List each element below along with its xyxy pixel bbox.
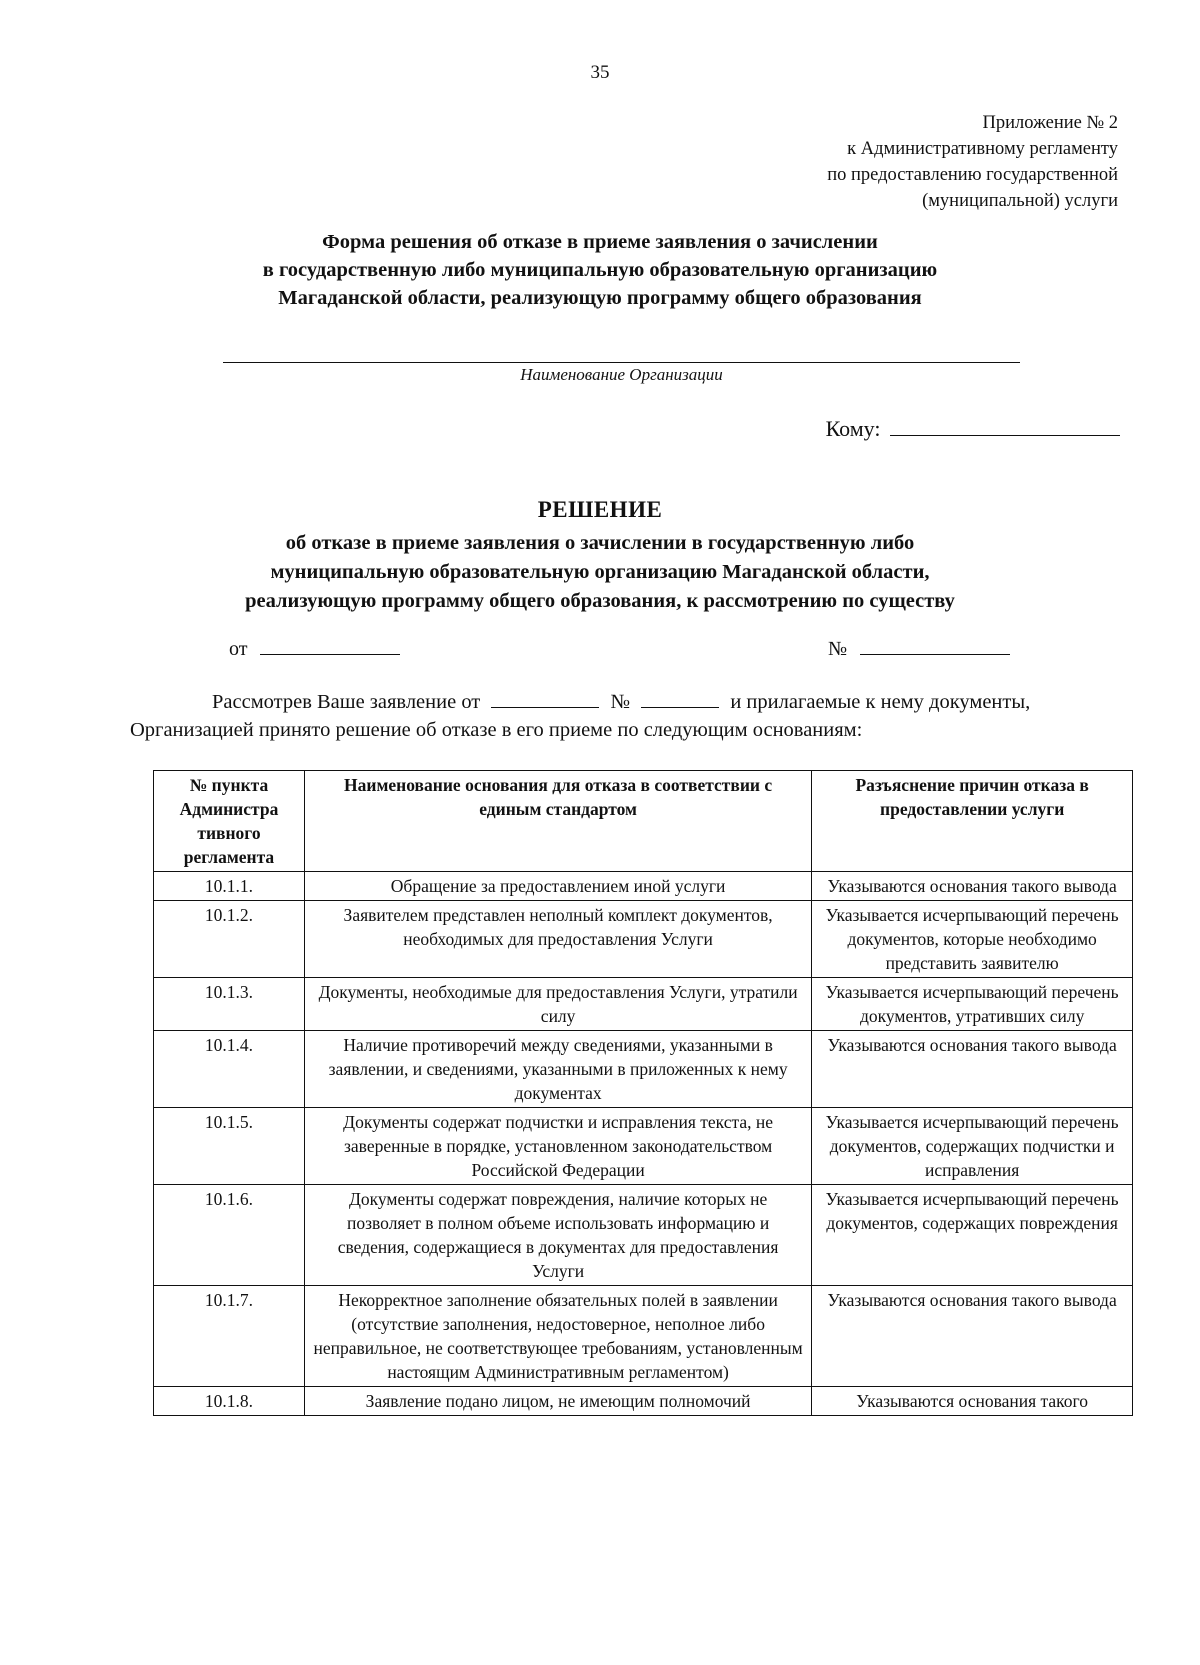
clause-number: 10.1.8. xyxy=(154,1387,305,1416)
clause-number: 10.1.4. xyxy=(154,1031,305,1108)
decision-number-block xyxy=(828,636,1010,661)
table-row xyxy=(154,1031,1133,1108)
table-row xyxy=(154,872,1133,901)
recipient-label: Кому: xyxy=(825,416,881,441)
refusal-explanation: Указывается исчерпывающий перечень документов, содержащих повреждения xyxy=(812,1185,1133,1286)
decision-subtitle-line: об отказе в приеме заявления о зачислении в государственную либо xyxy=(285,532,915,554)
date-label: от xyxy=(229,638,248,660)
form-title-line: в государственную либо муниципальную образовательную организацию xyxy=(262,259,938,281)
refusal-ground: Заявителем представлен неполный комплект документов, необходимых для предоставления Услуги xyxy=(304,901,811,978)
clause-number: 10.1.5. xyxy=(154,1108,305,1185)
table-row xyxy=(154,901,1133,978)
refusal-explanation: Указывается исчерпывающий перечень документов, утративших силу xyxy=(812,978,1133,1031)
organization-name-field[interactable] xyxy=(223,362,1020,363)
appendix-line: по предоставлению государственной xyxy=(827,165,1118,185)
decision-subtitle-line: реализующую программу общего образования, к рассмотрению по существу xyxy=(245,590,955,612)
table-row xyxy=(154,1185,1133,1286)
table-header-row xyxy=(154,771,1133,872)
application-date-field[interactable] xyxy=(491,689,599,708)
decision-date-block xyxy=(229,636,400,661)
clause-number: 10.1.6. xyxy=(154,1185,305,1286)
number-label: № xyxy=(828,638,848,660)
refusal-explanation: Указывается исчерпывающий перечень документов, содержащих подчистки и исправления xyxy=(812,1108,1133,1185)
intro-text: и прилагаемые к нему документы, xyxy=(730,691,1031,713)
refusal-ground: Документы содержат подчистки и исправления текста, не заверенные в порядке, установленном законодательством Российской Федерации xyxy=(304,1108,811,1185)
form-title-line: Форма решения об отказе в приеме заявления о зачислении xyxy=(322,231,878,253)
decision-heading: РЕШЕНИЕ xyxy=(537,497,663,522)
decision-date-field[interactable] xyxy=(260,636,400,655)
recipient-block xyxy=(826,416,1120,442)
refusal-explanation: Указываются основания такого xyxy=(812,1387,1133,1416)
application-number-field[interactable] xyxy=(641,689,719,708)
recipient-field[interactable] xyxy=(890,417,1120,436)
intro-text: Рассмотрев Ваше заявление от xyxy=(212,691,481,713)
page-number: 35 xyxy=(590,62,610,83)
refusal-explanation: Указываются основания такого вывода xyxy=(812,1031,1133,1108)
table-row xyxy=(154,978,1133,1031)
refusal-ground: Заявление подано лицом, не имеющим полномочий xyxy=(304,1387,811,1416)
intro-number-label: № xyxy=(610,691,631,713)
intro-line-1 xyxy=(130,688,1120,716)
column-header-explanation: Разъяснение причин отказа в предоставлении услуги xyxy=(812,771,1133,872)
clause-number: 10.1.7. xyxy=(154,1286,305,1387)
refusal-grounds-table xyxy=(153,770,1133,1416)
appendix-reference xyxy=(827,110,1118,214)
table-row xyxy=(154,1387,1133,1416)
decision-subtitle xyxy=(0,529,1200,616)
table-row xyxy=(154,1108,1133,1185)
refusal-ground: Документы содержат повреждения, наличие которых не позволяет в полном объеме использовать информацию и сведения, содержащиеся в документах для предоставления Услуги xyxy=(304,1185,811,1286)
clause-number: 10.1.2. xyxy=(154,901,305,978)
refusal-explanation: Указываются основания такого вывода xyxy=(812,872,1133,901)
table-row xyxy=(154,1286,1133,1387)
form-title-line: Магаданской области, реализующую программу общего образования xyxy=(278,287,922,309)
intro-paragraph xyxy=(130,688,1120,744)
appendix-line: Приложение № 2 xyxy=(982,113,1118,133)
organization-caption: Наименование Организации xyxy=(520,365,723,384)
clause-number: 10.1.3. xyxy=(154,978,305,1031)
column-header-clause: № пункта Администра тивного регламента xyxy=(154,771,305,872)
column-header-ground: Наименование основания для отказа в соответствии с единым стандартом xyxy=(304,771,811,872)
clause-number: 10.1.1. xyxy=(154,872,305,901)
appendix-line: к Административному регламенту xyxy=(847,139,1118,159)
refusal-ground: Некорректное заполнение обязательных полей в заявлении (отсутствие заполнения, недостоверное, неполное либо неправильное, не соответствующее требованиям, установленным настоящим Административным регламентом) xyxy=(304,1286,811,1387)
decision-subtitle-line: муниципальную образовательную организацию Магаданской области, xyxy=(270,561,930,583)
refusal-explanation: Указываются основания такого вывода xyxy=(812,1286,1133,1387)
refusal-ground: Обращение за предоставлением иной услуги xyxy=(304,872,811,901)
decision-number-field[interactable] xyxy=(860,636,1010,655)
intro-line-2: Организацией принято решение об отказе в его приеме по следующим основаниям: xyxy=(130,719,863,741)
refusal-ground: Наличие противоречий между сведениями, указанными в заявлении, и сведениями, указанными в приложенных к нему документах xyxy=(304,1031,811,1108)
form-title xyxy=(0,228,1200,312)
appendix-line: (муниципальной) услуги xyxy=(922,191,1118,211)
refusal-ground: Документы, необходимые для предоставления Услуги, утратили силу xyxy=(304,978,811,1031)
refusal-explanation: Указывается исчерпывающий перечень документов, которые необходимо представить заявителю xyxy=(812,901,1133,978)
